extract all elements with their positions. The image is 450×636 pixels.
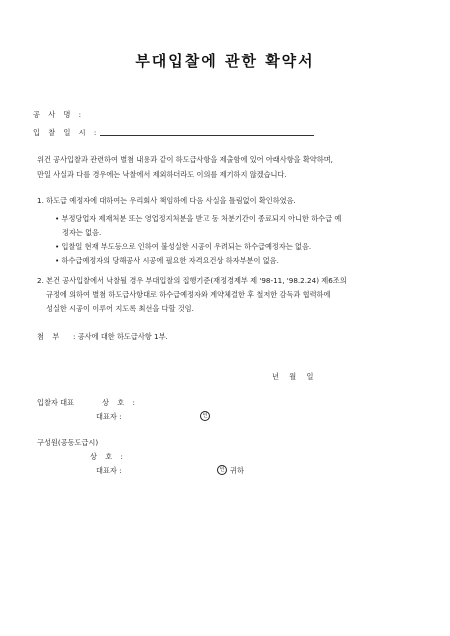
intro-line-1: 위건 공사입찰과 관련하여 별첨 내용과 같이 하도급사항을 제출함에 있어 아래사항을 확약하며, bbox=[37, 155, 333, 164]
member-seal-mark bbox=[217, 465, 227, 475]
representative-label: 대표자 : bbox=[96, 412, 122, 421]
company-name-label: 상 호 : bbox=[102, 398, 138, 407]
bid-date-label: 입 찰 일 시 : bbox=[33, 128, 100, 137]
date-line: 년 월 일 bbox=[272, 372, 314, 381]
seal-icon: 인 bbox=[217, 465, 227, 475]
attachment-text: : 공사에 대한 하도급사항 1부. bbox=[73, 332, 168, 341]
attachment-label: 첨 부 bbox=[37, 332, 63, 341]
seal-icon: 인 bbox=[200, 411, 210, 421]
member-representative-label: 대표자 : bbox=[96, 466, 122, 475]
document-title: 부대입찰에 관한 확약서 bbox=[135, 52, 315, 70]
member-company-label: 상 호 : bbox=[90, 452, 126, 461]
item-1-heading: 1. 하도급 예정자에 대하여는 우리회사 책임하에 다음 사실을 틀림없이 확인하였음. bbox=[37, 196, 296, 205]
bullet-1-line-1: • 부정당업자 제재처분 또는 영업정지처분을 받고 동 처분기간이 종료되지 아니한 하수급 예 bbox=[55, 214, 342, 223]
item-2-line-2: 규정에 의하여 별첨 하도급사항대로 하수급예정자와 계약체결한 후 철저한 감독과 협력하에 bbox=[46, 290, 331, 299]
intro-line-2: 만일 사실과 다를 경우에는 낙찰에서 제외하더라도 이의를 제기하지 않겠습니다. bbox=[37, 170, 287, 179]
bullet-1-line-2: 정자는 없음. bbox=[62, 228, 102, 237]
item-2-line-3: 성실한 시공이 이루어 지도록 최선을 다할 것임. bbox=[46, 304, 194, 313]
item-2-line-1: 2. 본건 공사입찰에서 낙찰될 경우 부대입찰의 집행기준(재정경제부 제 '98-11, '98.2.24) 제6조의 bbox=[37, 276, 347, 285]
project-name-label: 공 사 명 : bbox=[33, 110, 85, 119]
closing-honorific: 귀하 bbox=[230, 466, 244, 475]
bidder-representative-label: 입찰자 대표 bbox=[37, 398, 75, 407]
bullet-2: • 입찰일 현재 부도등으로 인하여 불성실한 시공이 우려되는 하수급예정자는 없음. bbox=[55, 242, 312, 251]
seal-mark bbox=[200, 411, 210, 421]
bid-date-underline bbox=[100, 135, 314, 136]
bullet-3: • 하수급예정자의 당해공사 시공에 필요한 자격요건상 하자부분이 없음. bbox=[55, 256, 279, 265]
member-heading: 구성원(공동도급시) bbox=[37, 438, 99, 447]
